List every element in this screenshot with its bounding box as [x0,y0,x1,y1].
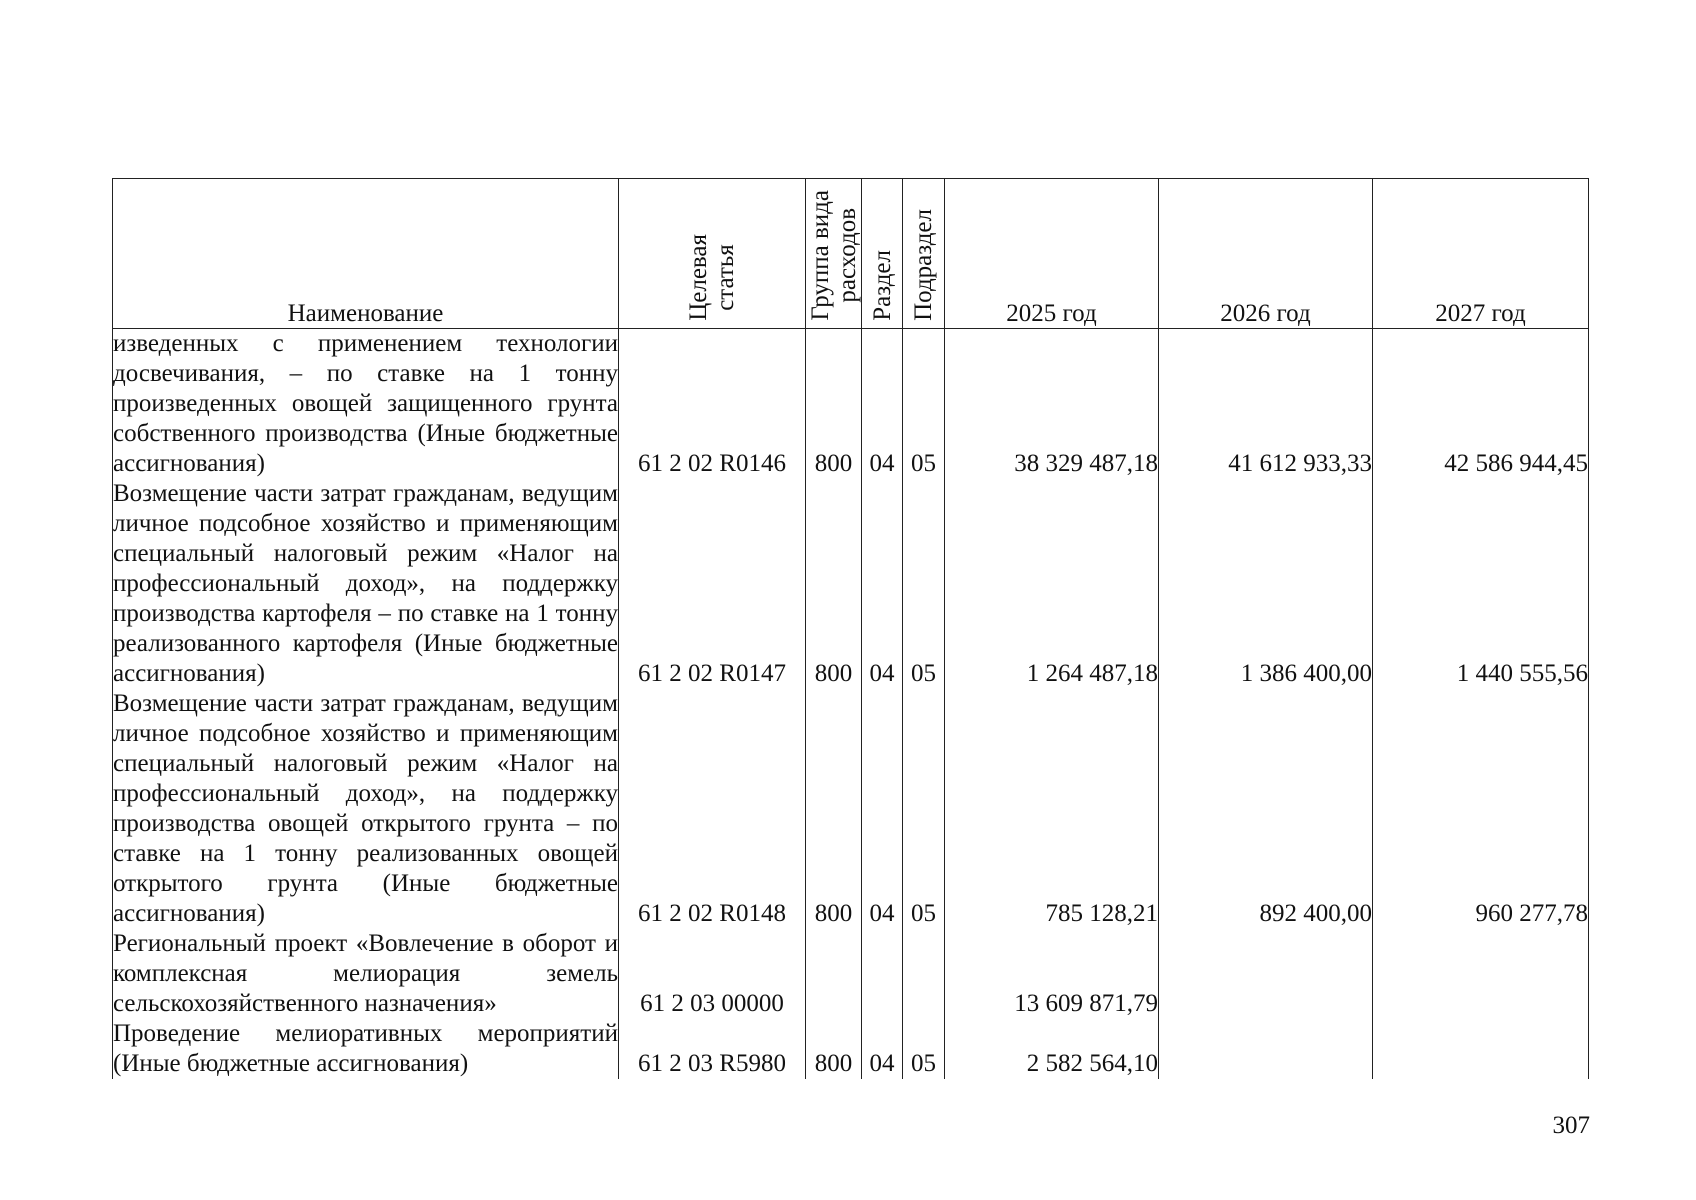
header-name: Наименование [113,179,619,329]
table-row [113,479,1589,689]
row-target-article: 61 2 02 R0146 [619,329,806,480]
row-target-article: 61 2 02 R0147 [619,479,806,689]
row-subsection: 05 [903,689,945,929]
row-target-article: 61 2 02 R0148 [619,689,806,929]
row-amount-2026: 892 400,00 [1159,689,1373,929]
row-expense-group [806,929,862,1019]
row-name: изведенных с применением технологии досвечивания, – по ставке на 1 тонну произведенных овощей защищенного грунта собственного производства (Иные бюджетные ассигнования) [113,330,618,477]
row-target-article: 61 2 03 00000 [619,929,806,1019]
row-amount-2026 [1159,929,1373,1019]
row-section: 04 [862,329,903,480]
row-name: Возмещение части затрат гражданам, ведущим личное подсобное хозяйство и применяющим специальный налоговый режим «Налог на профессиональный доход», на поддержку производства картофеля – по ставке на 1 тонну реализованного картофеля (Иные бюджетные ассигнования) [113,480,618,687]
table-row [113,1019,1589,1079]
row-target-article: 61 2 03 R5980 [619,1019,806,1079]
row-expense-group: 800 [806,689,862,929]
row-amount-2025: 785 128,21 [945,689,1159,929]
table-body [113,329,1589,1080]
table-header-row [113,179,1589,329]
row-amount-2026 [1159,1019,1373,1079]
row-amount-2025: 38 329 487,18 [945,329,1159,480]
row-amount-2027: 1 440 555,56 [1373,479,1589,689]
header-subsection: Подраздел [903,179,945,329]
header-year-2027: 2027 год [1373,179,1589,329]
row-subsection [903,929,945,1019]
row-section: 04 [862,1019,903,1079]
header-year-2025: 2025 год [945,179,1159,329]
row-amount-2027 [1373,929,1589,1019]
row-amount-2025: 1 264 487,18 [945,479,1159,689]
row-subsection: 05 [903,329,945,480]
row-amount-2027: 42 586 944,45 [1373,329,1589,480]
row-name: Региональный проект «Вовлечение в оборот и комплексная мелиорация земель сельскохозяйственного назначения» [113,930,618,1017]
table-row [113,689,1589,929]
row-amount-2027 [1373,1019,1589,1079]
row-amount-2026: 41 612 933,33 [1159,329,1373,480]
row-name: Возмещение части затрат гражданам, ведущим личное подсобное хозяйство и применяющим специальный налоговый режим «Налог на профессиональный доход», на поддержку производства овощей открытого грунта – по ставке на 1 тонну реализованных овощей открытого грунта (Иные бюджетные ассигнования) [113,690,618,927]
header-expense-group: Группа вида расходов [806,179,862,329]
row-section: 04 [862,689,903,929]
row-amount-2025: 2 582 564,10 [945,1019,1159,1079]
row-expense-group: 800 [806,329,862,480]
table-row [113,929,1589,1019]
row-subsection: 05 [903,1019,945,1079]
row-name: Проведение мелиоративных мероприятий (Иные бюджетные ассигнования) [113,1020,618,1077]
header-target-article: Целевая статья [619,179,806,329]
row-section: 04 [862,479,903,689]
header-section: Раздел [862,179,903,329]
table-row [113,329,1589,480]
budget-table [112,178,1589,1079]
header-year-2026: 2026 год [1159,179,1373,329]
row-expense-group: 800 [806,1019,862,1079]
row-subsection: 05 [903,479,945,689]
row-amount-2025: 13 609 871,79 [945,929,1159,1019]
page-number: 307 [1552,1112,1590,1139]
row-amount-2026: 1 386 400,00 [1159,479,1373,689]
row-expense-group: 800 [806,479,862,689]
budget-table-page [112,178,1588,1090]
row-amount-2027: 960 277,78 [1373,689,1589,929]
row-section [862,929,903,1019]
